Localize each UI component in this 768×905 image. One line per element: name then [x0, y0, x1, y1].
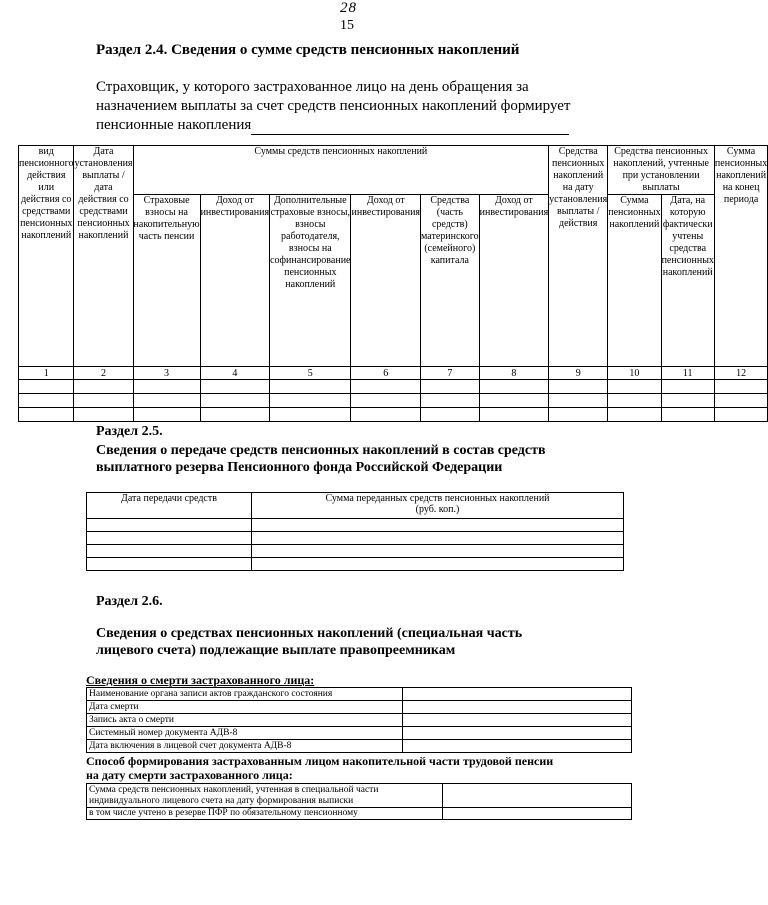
table-row [87, 688, 632, 701]
row-label: Сумма средств пенсионных накоплений, учтенная в специальной части индивидуального лицевого счета на дату формирования выписки [87, 784, 443, 808]
handwritten-number: 28 [340, 0, 357, 16]
row-value[interactable] [403, 740, 632, 753]
row-value[interactable] [403, 688, 632, 701]
table-row [87, 808, 632, 820]
formation-method-heading: Способ формирования застрахованным лицом накопительной части трудовой пенсии на дату смерти застрахованного лица: [86, 754, 554, 782]
row-value[interactable] [403, 714, 632, 727]
col-number: 5 [270, 367, 351, 380]
col-number: 6 [351, 367, 421, 380]
col-number: 7 [421, 367, 480, 380]
transfer-amount-unit: (руб. коп.) [415, 504, 460, 515]
row-value[interactable] [403, 727, 632, 740]
row-label: Запись акта о смерти [87, 714, 403, 727]
row-label: в том числе учтено в резерве ПФР по обязательному пенсионному [87, 808, 443, 820]
row-label: Дата включения в лицевой счет документа АДВ-8 [87, 740, 403, 753]
row-label: Системный номер документа АДВ-8 [87, 727, 403, 740]
col-header-10: Сумма пенсионных накоплений [608, 195, 661, 367]
col-header-1: вид пенсионного действия или действия со средствами пенсионных накоплений [19, 146, 74, 367]
table-row[interactable] [19, 394, 768, 408]
table-row [87, 701, 632, 714]
section-2-5-title: Сведения о передаче средств пенсионных накоплений в состав средств выплатного резерва Пенсионного фонда Российской Федерации [96, 443, 546, 475]
col-header-11: Дата, на которую фактически учтены средства пенсионных накоплений [661, 195, 714, 367]
row-value[interactable] [443, 784, 632, 808]
col-header-5: Дополнительные страховые взносы, взносы работодателя, взносы на софинансирование пенсионных накоплений [270, 195, 351, 367]
group-header-sums: Суммы средств пенсионных накоплений [133, 146, 549, 195]
table-row[interactable] [87, 519, 624, 532]
row-value[interactable] [403, 701, 632, 714]
col-number: 3 [133, 367, 200, 380]
col-header-8: Доход от инвестирования [479, 195, 549, 367]
death-info-table [86, 687, 632, 753]
col-number: 8 [479, 367, 549, 380]
col-number: 1 [19, 367, 74, 380]
col-number: 10 [608, 367, 661, 380]
group-header-counted: Средства пенсионных накоплений, учтенные при установлении выплаты [608, 146, 715, 195]
table-row[interactable] [87, 545, 624, 558]
col-header-7: Средства (часть средств) материнского (семейного) капитала [421, 195, 480, 367]
section-2-6-title: Сведения о средствах пенсионных накоплений (специальная часть лицевого счета) подлежащие выплате правопреемникам [96, 626, 523, 658]
table-row [87, 784, 632, 808]
table-row [87, 727, 632, 740]
insurer-blank-line[interactable] [251, 120, 569, 135]
page-number: 15 [340, 18, 354, 33]
col-number: 11 [661, 367, 714, 380]
table-row [87, 740, 632, 753]
transfer-amount-header [252, 493, 624, 519]
table-row[interactable] [87, 532, 624, 545]
transfer-amount-label: Сумма переданных средств пенсионных накоплений [325, 493, 550, 504]
col-number: 4 [200, 367, 270, 380]
section-2-5-table [86, 492, 624, 571]
table-row[interactable] [87, 558, 624, 571]
section-2-4-title: Раздел 2.4. Сведения о сумме средств пенсионных накоплений [96, 42, 520, 58]
section-2-5-label: Раздел 2.5. [96, 424, 163, 439]
col-header-12: Сумма пенсионных накоплений на конец периода [714, 146, 767, 367]
section-2-6-label: Раздел 2.6. [96, 594, 163, 609]
table-row[interactable] [19, 408, 768, 422]
col-number: 2 [74, 367, 133, 380]
col-number: 12 [714, 367, 767, 380]
col-header-4: Доход от инвестирования [200, 195, 270, 367]
section-2-4-intro [96, 78, 576, 135]
row-label: Дата смерти [87, 701, 403, 714]
col-header-6: Доход от инвестирования [351, 195, 421, 367]
intro-text: Страховщик, у которого застрахованное лицо на день обращения за назначением выплаты за счет средств пенсионных накоплений формирует пенсионные накопления [96, 79, 571, 133]
table-row[interactable] [19, 380, 768, 394]
row-label: Наименование органа записи актов гражданского состояния [87, 688, 403, 701]
transfer-date-header: Дата передачи средств [87, 493, 252, 519]
death-info-heading: Сведения о смерти застрахованного лица: [86, 673, 315, 687]
col-header-2: Дата установления выплаты / дата действия со средствами пенсионных накоплений [74, 146, 133, 367]
section-2-4-table [18, 145, 768, 422]
row-value[interactable] [443, 808, 632, 820]
table-row [87, 714, 632, 727]
col-header-9: Средства пенсионных накоплений на дату установления выплаты / действия [549, 146, 608, 367]
col-number: 9 [549, 367, 608, 380]
col-header-3: Страховые взносы на накопительную часть пенсии [133, 195, 200, 367]
formation-method-table [86, 783, 632, 820]
